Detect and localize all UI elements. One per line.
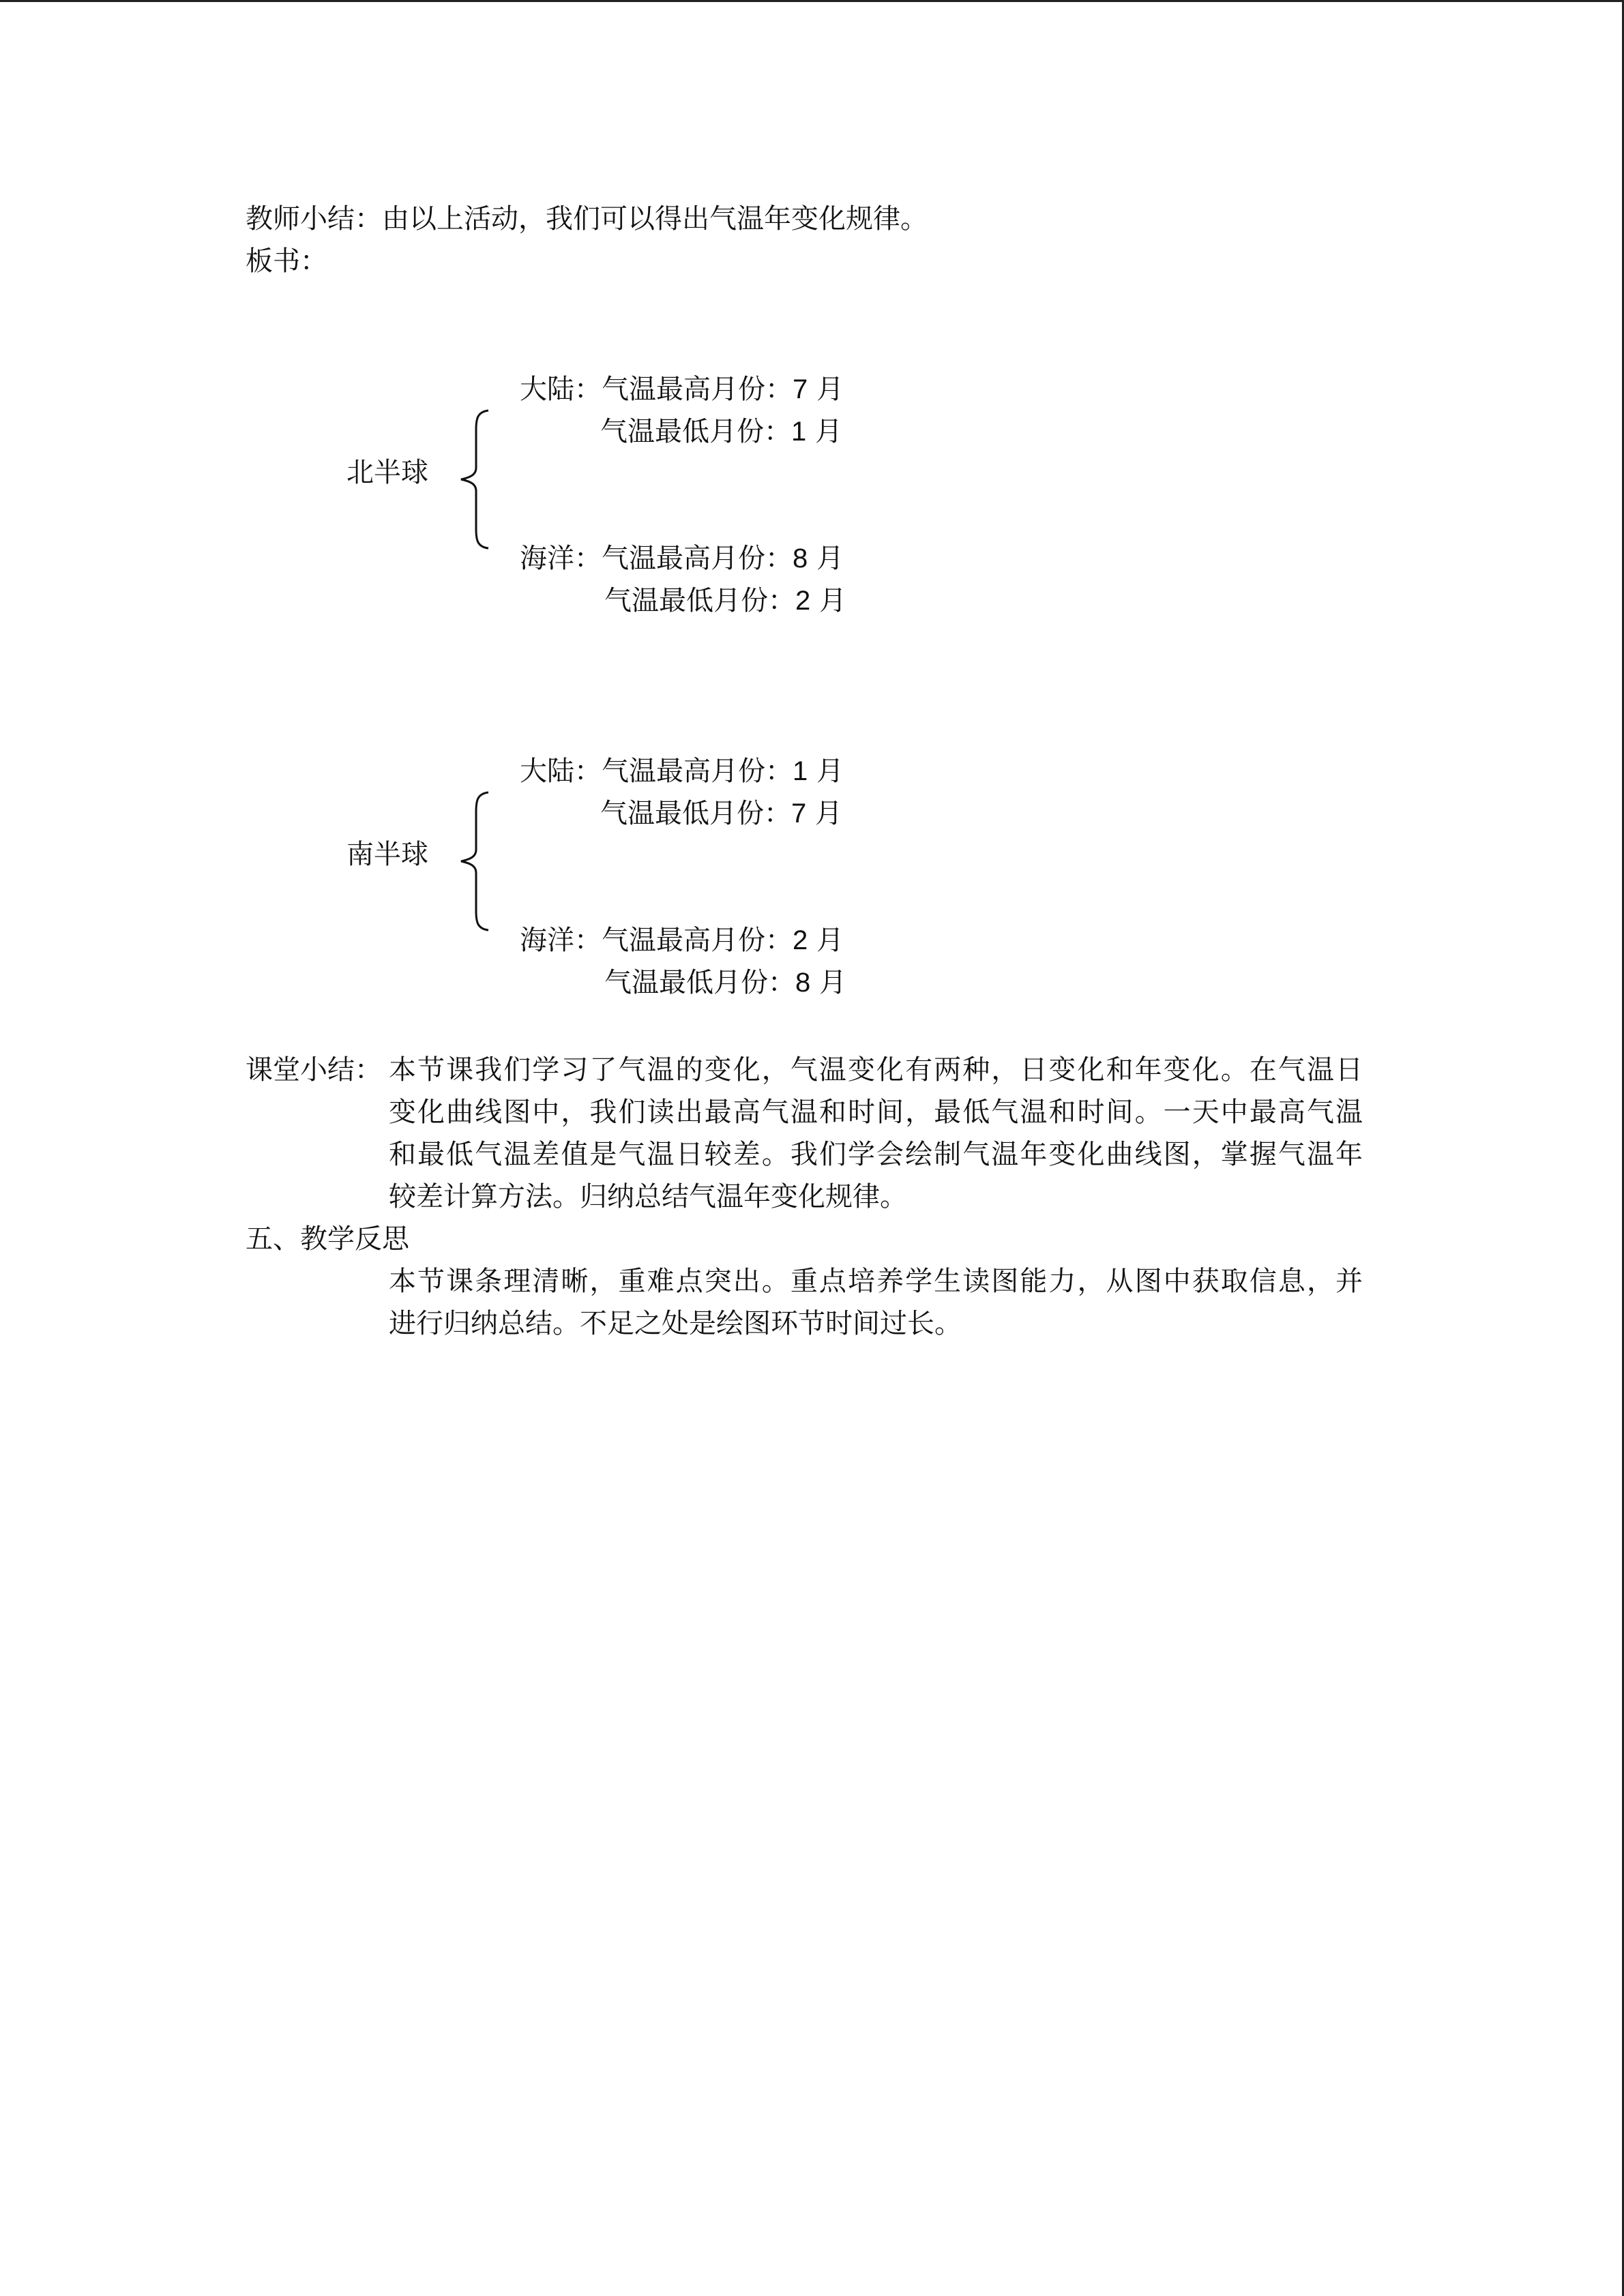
northern-land-low: 气温最低月份：1 月 — [600, 416, 842, 447]
reflection-paragraph — [389, 1260, 1363, 1345]
reflection-heading: 五、教学反思 — [246, 1223, 409, 1255]
southern-land-low: 气温最低月份：7 月 — [600, 798, 842, 829]
class-summary-line: 本节课我们学习了气温的变化，气温变化有两种，日变化和年变化。在气温日 — [389, 1054, 1363, 1086]
southern-brace-icon — [458, 791, 492, 931]
class-summary-line: 和最低气温差值是气温日较差。我们学会绘制气温年变化曲线图，掌握气温年 — [389, 1139, 1363, 1170]
teacher-summary: 教师小结：由以上活动，我们可以得出气温年变化规律。 — [246, 203, 928, 235]
northern-ocean-low: 气温最低月份：2 月 — [604, 585, 846, 616]
board-label: 板书： — [246, 245, 327, 277]
northern-brace-icon — [458, 409, 492, 550]
northern-hemisphere-label: 北半球 — [346, 457, 428, 488]
southern-ocean-low: 气温最低月份：8 月 — [604, 967, 846, 998]
northern-ocean-high: 海洋：气温最高月份：8 月 — [520, 543, 844, 574]
reflection-line: 本节课条理清晰，重难点突出。重点培养学生读图能力，从图中获取信息，并 — [389, 1266, 1363, 1297]
southern-land-high: 大陆：气温最高月份：1 月 — [520, 756, 844, 787]
class-summary-line: 较差计算方法。归纳总结气温年变化规律。 — [389, 1181, 907, 1212]
northern-land-high: 大陆：气温最高月份：7 月 — [520, 374, 844, 405]
southern-hemisphere-label: 南半球 — [346, 839, 428, 870]
page-border-top — [0, 0, 1624, 2]
class-summary-label: 课堂小结： — [246, 1054, 382, 1086]
reflection-line: 进行归纳总结。不足之处是绘图环节时间过长。 — [389, 1308, 962, 1339]
class-summary-paragraph — [389, 1049, 1363, 1218]
southern-ocean-high: 海洋：气温最高月份：2 月 — [520, 925, 844, 956]
class-summary-line: 变化曲线图中，我们读出最高气温和时间，最低气温和时间。一天中最高气温 — [389, 1097, 1363, 1128]
